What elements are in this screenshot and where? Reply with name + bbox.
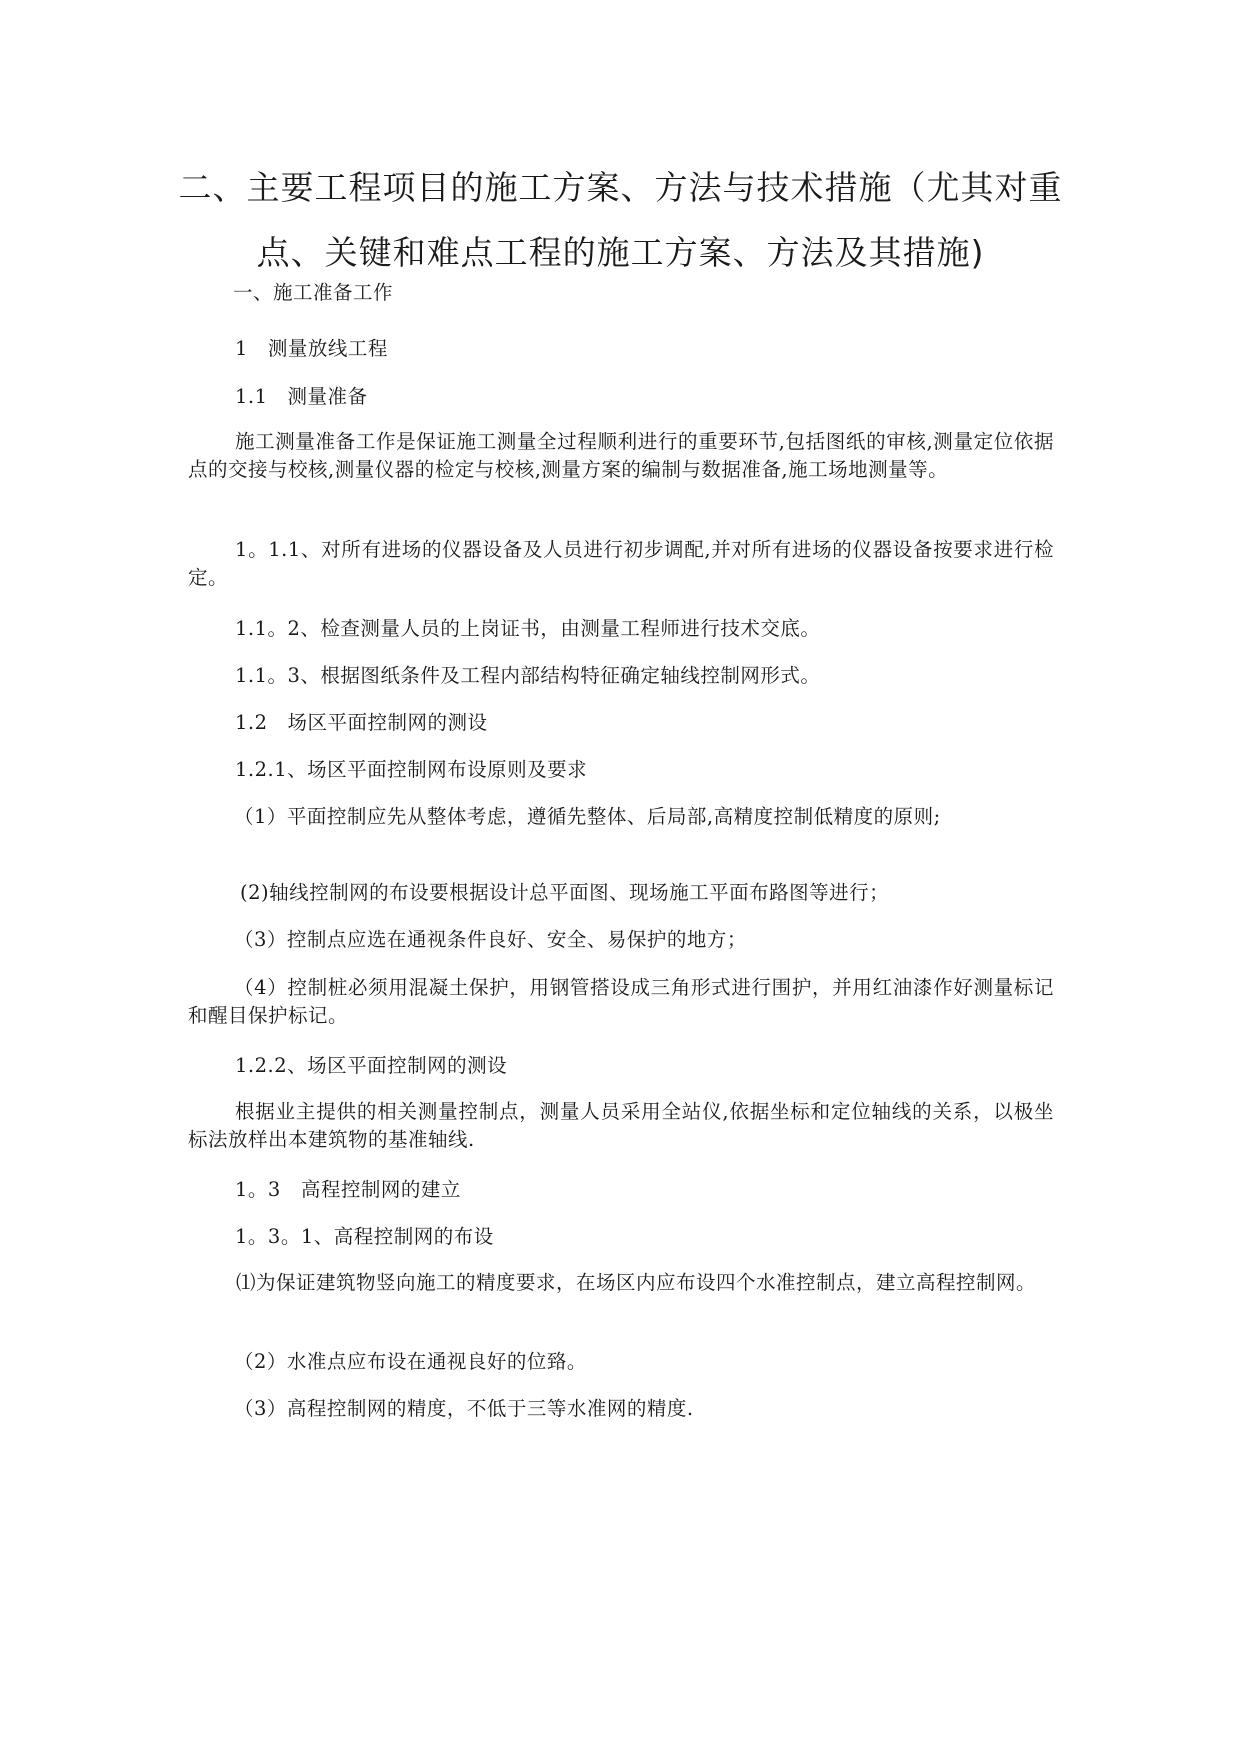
document-title-line-2: 点、关键和难点工程的施工方案、方法及其措施) bbox=[256, 233, 985, 272]
paragraph: 1。1.1、对所有进场的仪器设备及人员进行初步调配,并对所有进场的仪器设备按要求进行检定。 bbox=[188, 538, 1054, 589]
paragraph: 根据业主提供的相关测量控制点，测量人员采用全站仪,依据坐标和定位轴线的关系，以极坐标法放样出本建筑物的基准轴线. bbox=[188, 1100, 1054, 1151]
list-item: （3）高程控制网的精度，不低于三等水准网的精度. bbox=[234, 1397, 694, 1420]
document-title-line-1: 二、主要工程项目的施工方案、方法与技术措施（尤其对重 bbox=[178, 168, 1063, 207]
paragraph: 1.1。2、检查测量人员的上岗证书，由测量工程师进行技术交底。 bbox=[235, 617, 821, 640]
subsection-heading: 1。3 高程控制网的建立 bbox=[235, 1178, 461, 1201]
subsection-heading: 1.2.1、场区平面控制网布设原则及要求 bbox=[235, 758, 588, 781]
section-heading: 一、施工准备工作 bbox=[233, 281, 394, 304]
list-item: (2)轴线控制网的布设要根据设计总平面图、现场施工平面布路图等进行； bbox=[240, 881, 890, 904]
list-item: ⑴为保证建筑物竖向施工的精度要求，在场区内应布设四个水准控制点，建立高程控制网。 bbox=[236, 1271, 1037, 1294]
list-item: （1）平面控制应先从整体考虑，遵循先整体、后局部,高精度控制低精度的原则; bbox=[234, 805, 941, 828]
list-item: （4）控制桩必须用混凝土保护，用钢管搭设成三角形式进行围护，并用红油漆作好测量标记和醒目保护标记。 bbox=[188, 976, 1054, 1027]
paragraph: 1.1。3、根据图纸条件及工程内部结构特征确定轴线控制网形式。 bbox=[235, 664, 821, 687]
list-item: （3）控制点应选在通视条件良好、安全、易保护的地方； bbox=[234, 928, 747, 951]
list-item: （2）水准点应布设在通视良好的位臵。 bbox=[234, 1350, 587, 1373]
paragraph: 施工测量准备工作是保证施工测量全过程顺利进行的重要环节,包括图纸的审核,测量定位依据点的交接与校核,测量仪器的检定与校核,测量方案的编制与数据准备,施工场地测量等。 bbox=[188, 430, 1054, 481]
subsection-heading: 1.2 场区平面控制网的测设 bbox=[235, 711, 488, 734]
subsection-heading: 1 测量放线工程 bbox=[235, 337, 388, 360]
subsection-heading: 1.2.2、场区平面控制网的测设 bbox=[235, 1054, 508, 1077]
subsection-heading: 1.1 测量准备 bbox=[235, 385, 368, 408]
subsection-heading: 1。3。1、高程控制网的布设 bbox=[235, 1225, 494, 1248]
